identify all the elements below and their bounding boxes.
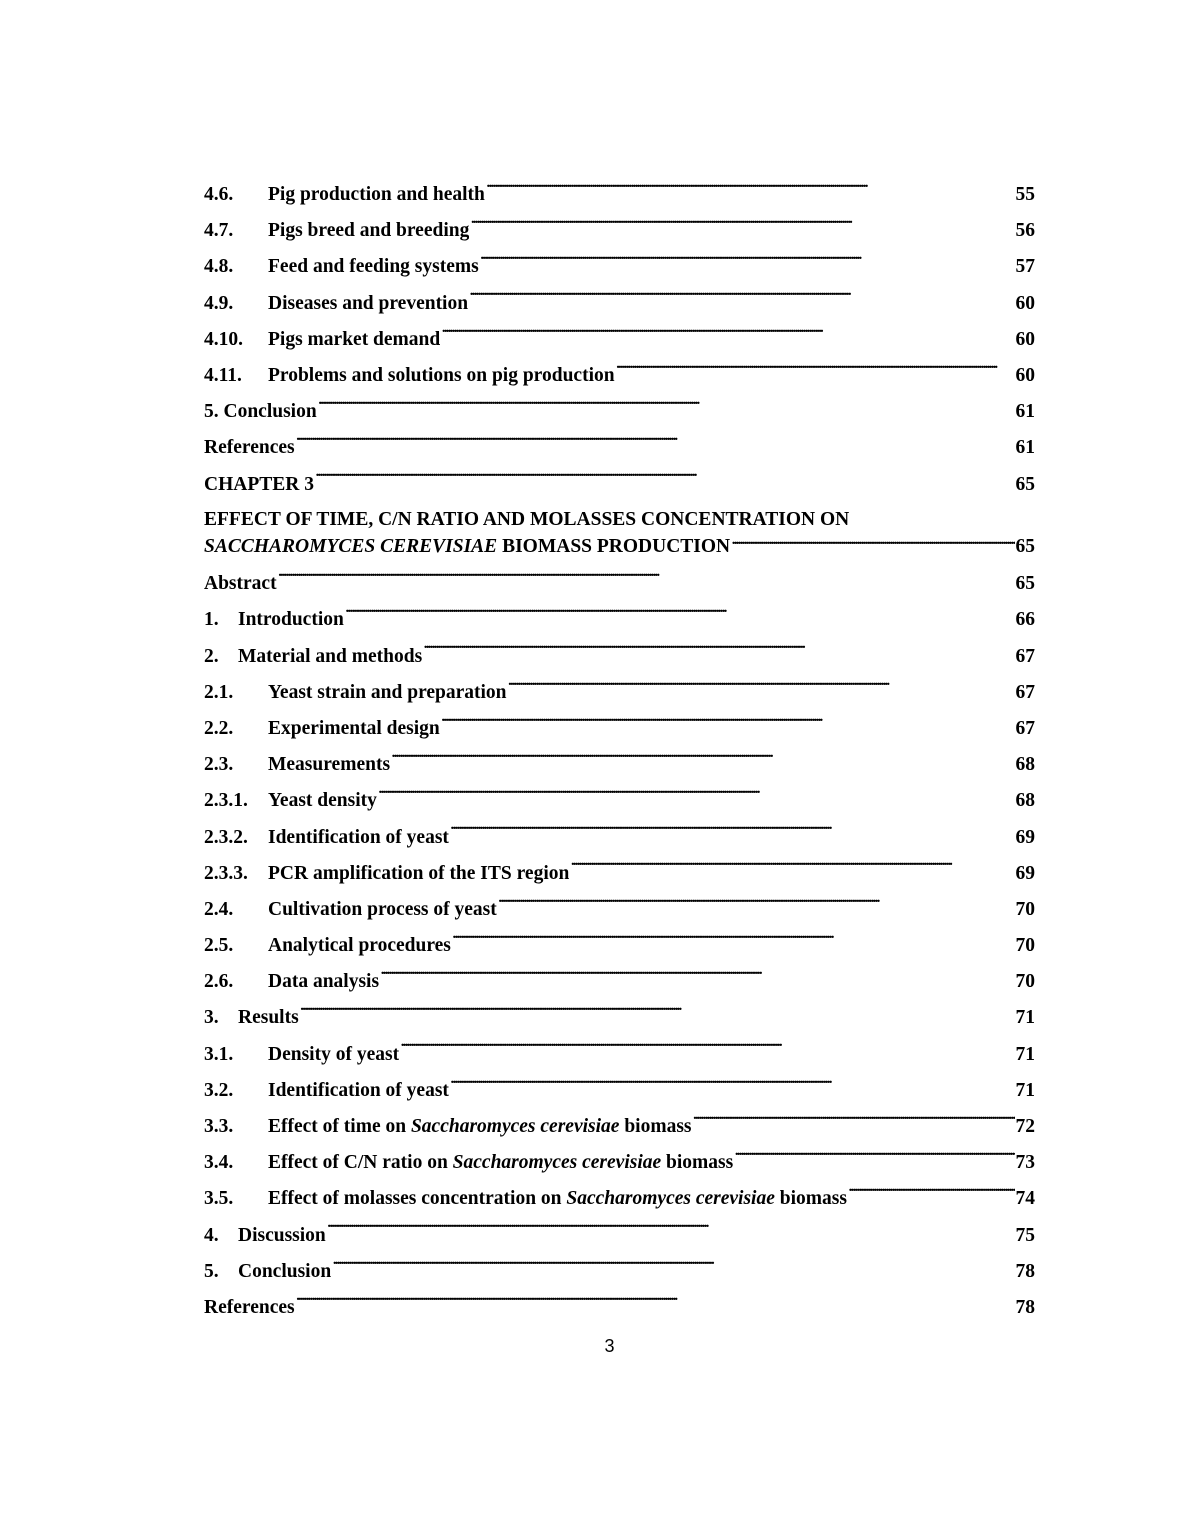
toc-title-post: biomass — [619, 1116, 692, 1137]
toc-number: 2.4. — [204, 898, 234, 920]
toc-title-italic: Saccharomyces cerevisiae — [452, 1152, 662, 1174]
toc-entry-4[interactable] — [204, 1218, 1035, 1254]
dot-leader — [452, 932, 1015, 952]
dot-leader — [345, 606, 1015, 626]
toc-title: Density of yeast — [268, 1043, 400, 1065]
toc-entry-2[interactable] — [204, 639, 1035, 675]
toc-title — [268, 1109, 692, 1145]
toc-title-italic: Saccharomyces cerevisiae — [410, 1116, 620, 1137]
toc-number: 3.5. — [204, 1188, 234, 1210]
toc-entry-3-2[interactable] — [204, 1073, 1035, 1109]
toc-title: References — [204, 437, 295, 459]
toc-title: Experimental design — [268, 717, 440, 739]
toc-page: 56 — [1015, 220, 1035, 242]
toc-title-line1: EFFECT OF TIME, C/N RATIO AND MOLASSES CONCENTRATION ON — [204, 508, 850, 530]
toc-entry-references[interactable] — [204, 430, 1035, 466]
toc-number: 4.6. — [204, 184, 234, 205]
toc-title: Abstract — [204, 573, 277, 595]
toc-title: Measurements — [268, 754, 391, 776]
toc-number: 4.10. — [204, 328, 243, 350]
toc-number: 1. — [204, 609, 219, 631]
toc-title: Pigs market demand — [268, 328, 441, 350]
toc-title-post: biomass — [661, 1152, 734, 1174]
dot-leader — [508, 678, 1015, 698]
toc-entry-conclusion[interactable] — [204, 394, 1035, 430]
toc-number: 2. — [204, 645, 219, 667]
dot-leader — [480, 253, 1015, 273]
toc-entry-2-3-3[interactable] — [204, 856, 1035, 892]
dot-leader — [734, 1149, 1014, 1169]
toc-page: 67 — [1015, 681, 1035, 703]
dot-leader — [731, 533, 1014, 553]
toc-entry-2-6[interactable] — [204, 964, 1035, 1000]
toc-title: Introduction — [238, 609, 344, 631]
toc-page: 75 — [1015, 1224, 1035, 1246]
toc-title-post: biomass — [774, 1188, 847, 1210]
dot-leader — [296, 1293, 1015, 1313]
toc-page: 60 — [1015, 364, 1035, 386]
toc-page: 78 — [1015, 1296, 1035, 1318]
toc-page: 61 — [1015, 401, 1035, 423]
toc-number: 2.1. — [204, 681, 234, 703]
toc-title: Diseases and prevention — [268, 292, 469, 314]
table-of-contents — [204, 177, 1035, 1326]
toc-page: 71 — [1015, 1043, 1035, 1065]
dot-leader — [278, 570, 1015, 590]
toc-number: 4.7. — [204, 220, 234, 242]
toc-entry-3-1[interactable] — [204, 1037, 1035, 1073]
toc-number: 3.2. — [204, 1079, 234, 1101]
toc-page: 70 — [1015, 935, 1035, 957]
toc-page: 70 — [1015, 971, 1035, 993]
toc-title: Identification of yeast — [268, 826, 449, 848]
page-number: 3 — [604, 1336, 615, 1356]
toc-entry-2-4[interactable] — [204, 892, 1035, 928]
toc-entry-3-5[interactable] — [204, 1181, 1035, 1217]
toc-title: Problems and solutions on pig production — [268, 364, 615, 386]
toc-title-line2 — [204, 533, 1035, 561]
toc-entry-4-11[interactable] — [204, 358, 1035, 394]
toc-title: 5. Conclusion — [204, 401, 317, 423]
toc-number: 2.3.3. — [204, 862, 248, 884]
toc-title: Pig production and health — [268, 184, 485, 205]
dot-leader — [570, 859, 1014, 879]
dot-leader — [470, 217, 1014, 237]
toc-title: Cultivation process of yeast — [268, 898, 497, 920]
toc-page: 65 — [1015, 536, 1035, 558]
dot-leader — [423, 642, 1014, 662]
toc-number: 3. — [204, 1007, 219, 1029]
toc-number: 2.3. — [204, 754, 234, 776]
toc-page: 74 — [1015, 1188, 1035, 1210]
dot-leader — [296, 434, 1015, 454]
toc-number: 4.8. — [204, 256, 234, 278]
toc-page: 68 — [1015, 754, 1035, 776]
toc-title: Discussion — [238, 1224, 326, 1246]
toc-title: CHAPTER 3 — [204, 473, 314, 495]
toc-page: 67 — [1015, 717, 1035, 739]
toc-title: Material and methods — [238, 645, 423, 667]
dot-leader — [498, 895, 1015, 915]
toc-number: 2.6. — [204, 971, 234, 993]
dot-leader — [327, 1221, 1015, 1241]
toc-entry-3[interactable] — [204, 1000, 1035, 1036]
dot-leader — [318, 398, 1015, 418]
toc-number: 4. — [204, 1224, 219, 1246]
toc-title-pre: Effect of time on — [268, 1116, 411, 1137]
toc-title: Conclusion — [238, 1260, 332, 1282]
toc-title: Data analysis — [268, 971, 380, 993]
toc-page: 61 — [1015, 437, 1035, 459]
toc-page: 67 — [1015, 645, 1035, 667]
toc-page: 70 — [1015, 898, 1035, 920]
toc-page: 73 — [1015, 1152, 1035, 1174]
dot-leader — [450, 1076, 1015, 1096]
dot-leader — [616, 361, 1015, 381]
dot-leader — [380, 968, 1014, 988]
toc-page: 65 — [1015, 473, 1035, 495]
toc-entry-4-7[interactable] — [204, 213, 1035, 249]
toc-page: 71 — [1015, 1007, 1035, 1029]
toc-entry-3-3[interactable] — [204, 1109, 1035, 1145]
toc-title: PCR amplification of the ITS region — [268, 862, 570, 884]
toc-entry-2-5[interactable] — [204, 928, 1035, 964]
toc-entry-2-3[interactable] — [204, 747, 1035, 783]
toc-title: Analytical procedures — [268, 935, 451, 957]
toc-page: 65 — [1015, 573, 1035, 595]
toc-entry-1[interactable] — [204, 602, 1035, 638]
dot-leader — [332, 1257, 1014, 1277]
toc-number: 2.5. — [204, 935, 234, 957]
toc-title: Pigs breed and breeding — [268, 220, 470, 242]
toc-page: 55 — [1015, 184, 1035, 205]
toc-title — [268, 1145, 733, 1181]
toc-entry-chapter-title[interactable] — [204, 503, 1035, 567]
toc-entry-abstract[interactable] — [204, 566, 1035, 602]
toc-entry-2-3-2[interactable] — [204, 820, 1035, 856]
toc-title-pre: Effect of C/N ratio on — [268, 1152, 453, 1174]
toc-title: Yeast strain and preparation — [268, 681, 507, 703]
toc-page: 60 — [1015, 292, 1035, 314]
dot-leader — [848, 1185, 1015, 1205]
toc-page: 69 — [1015, 862, 1035, 884]
toc-entry-references-2[interactable] — [204, 1290, 1035, 1326]
toc-entry-3-4[interactable] — [204, 1145, 1035, 1181]
toc-number: 4.11. — [204, 364, 242, 386]
dot-leader — [441, 325, 1014, 345]
toc-entry-4-6[interactable] — [204, 177, 1035, 213]
dot-leader — [300, 1004, 1015, 1024]
toc-number: 4.9. — [204, 292, 234, 314]
toc-number: 3.1. — [204, 1043, 234, 1065]
toc-number: 3.3. — [204, 1116, 234, 1137]
toc-entry-5[interactable] — [204, 1254, 1035, 1290]
toc-entry-chapter-3[interactable] — [204, 467, 1035, 503]
toc-title-rest: BIOMASS PRODUCTION — [497, 536, 731, 558]
toc-entry-4-10[interactable] — [204, 322, 1035, 358]
toc-entry-2-1[interactable] — [204, 675, 1035, 711]
dot-leader — [450, 823, 1015, 843]
toc-title-italic: SACCHAROMYCES CEREVISIAE — [204, 536, 498, 558]
dot-leader — [486, 181, 1015, 201]
toc-number: 2.3.1. — [204, 790, 248, 812]
toc-page: 57 — [1015, 256, 1035, 278]
dot-leader — [469, 289, 1014, 309]
toc-page: 66 — [1015, 609, 1035, 631]
toc-page: 69 — [1015, 826, 1035, 848]
toc-title: Results — [238, 1007, 299, 1029]
toc-title: Identification of yeast — [268, 1079, 449, 1101]
dot-leader — [378, 787, 1015, 807]
toc-title-line2-text — [204, 533, 730, 560]
toc-entry-2-3-1[interactable] — [204, 783, 1035, 819]
dot-leader — [400, 1040, 1014, 1060]
toc-entry-4-9[interactable] — [204, 286, 1035, 322]
toc-entry-4-8[interactable] — [204, 249, 1035, 285]
toc-number: 2.2. — [204, 717, 234, 739]
toc-title — [268, 1181, 847, 1217]
toc-page: 60 — [1015, 328, 1035, 350]
toc-title: Yeast density — [268, 790, 377, 812]
toc-title: References — [204, 1296, 295, 1318]
toc-title: Feed and feeding systems — [268, 256, 479, 278]
toc-number: 2.3.2. — [204, 826, 248, 848]
dot-leader — [391, 751, 1014, 771]
toc-page: 72 — [1015, 1116, 1035, 1137]
dot-leader — [441, 714, 1015, 734]
toc-page: 78 — [1015, 1260, 1035, 1282]
dot-leader — [315, 470, 1015, 490]
toc-title-pre: Effect of molasses concentration on — [268, 1188, 567, 1210]
toc-title-italic: Saccharomyces cerevisiae — [566, 1188, 775, 1210]
toc-number: 3.4. — [204, 1152, 234, 1174]
toc-entry-2-2[interactable] — [204, 711, 1035, 747]
toc-number: 5. — [204, 1260, 219, 1282]
dot-leader — [693, 1113, 1015, 1133]
toc-page: 71 — [1015, 1079, 1035, 1101]
toc-page: 68 — [1015, 790, 1035, 812]
